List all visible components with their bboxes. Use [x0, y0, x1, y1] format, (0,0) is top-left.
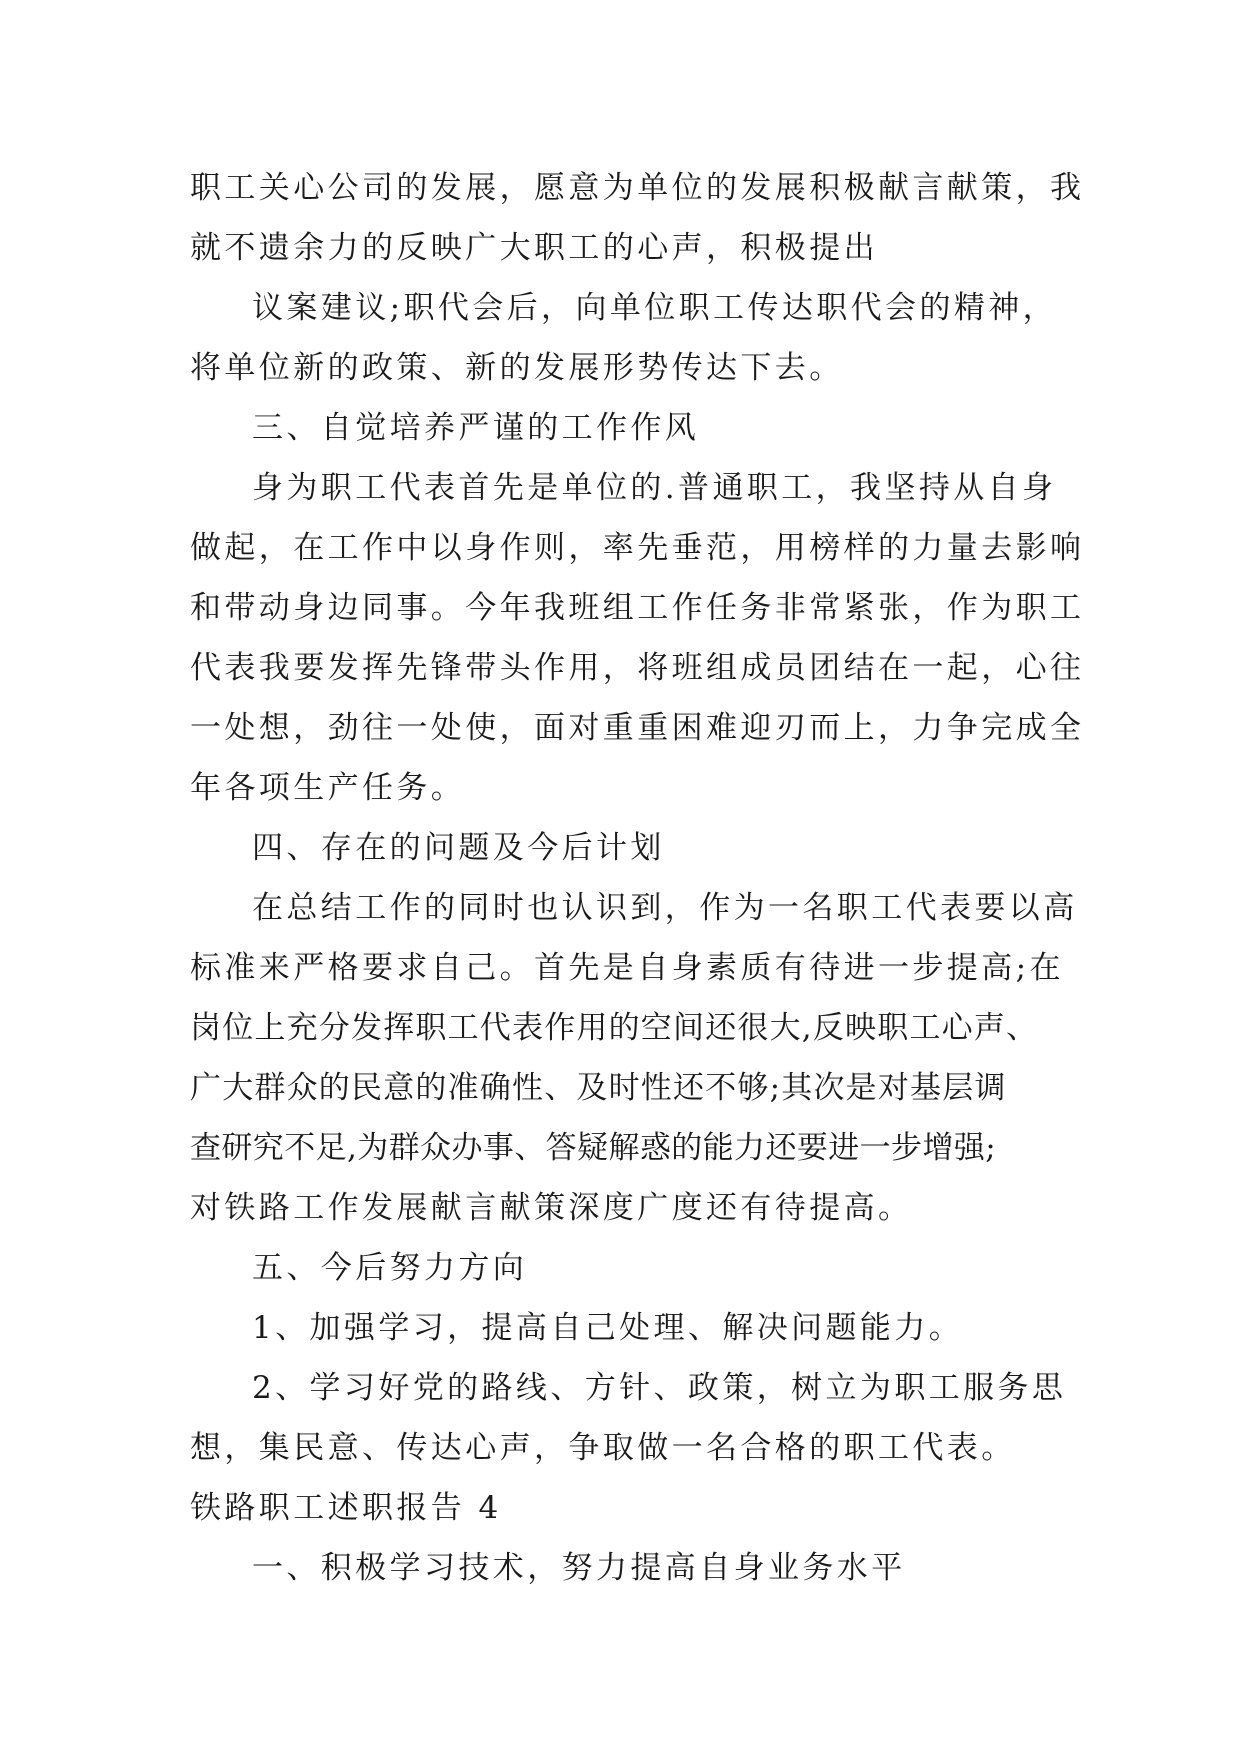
paragraph-line: 年各项生产任务。: [190, 770, 466, 806]
paragraph-line: 广大群众的民意的准确性、及时性还不够;其次是对基层调: [190, 1070, 1007, 1106]
paragraph-line: 就不遗余力的反映广大职工的心声，积极提出: [190, 230, 878, 266]
paragraph-line: 一处想，劲往一处使，面对重重困难迎刃而上，力争完成全: [190, 710, 1085, 746]
paragraph-line: 职工关心公司的发展，愿意为单位的发展积极献言献策，我: [190, 170, 1085, 206]
paragraph-line: 标准来严格要求自己。首先是自身素质有待进一步提高;在: [190, 950, 1064, 986]
paragraph-line: 对铁路工作发展献言献策深度广度还有待提高。: [190, 1190, 913, 1226]
paragraph-line: 议案建议;职代会后，向单位职工传达职代会的精神，: [252, 290, 1058, 326]
paragraph-line: 在总结工作的同时也认识到，作为一名职工代表要以高: [252, 890, 1078, 926]
paragraph-line: 做起，在工作中以身作则，率先垂范，用榜样的力量去影响: [190, 530, 1085, 566]
paragraph-line: 将单位新的政策、新的发展形势传达下去。: [190, 350, 844, 386]
section-heading: 三、自觉培养严谨的工作作风: [252, 410, 700, 446]
list-item: 2、学习好党的路线、方针、政策，树立为职工服务思: [252, 1370, 1067, 1406]
report-title: 铁路职工述职报告 4: [190, 1490, 502, 1526]
paragraph-line: 身为职工代表首先是单位的.普通职工，我坚持从自身: [252, 470, 1057, 506]
paragraph-line: 查研究不足,为群众办事、答疑解惑的能力还要进一步增强;: [190, 1130, 997, 1166]
section-heading: 一、积极学习技术，努力提高自身业务水平: [252, 1550, 906, 1586]
document-body: [190, 158, 1085, 1598]
paragraph-line: 代表我要发挥先锋带头作用，将班组成员团结在一起，心往: [190, 650, 1085, 686]
paragraph-line: 岗位上充分发挥职工代表作用的空间还很大,反映职工心声、: [190, 1010, 1039, 1046]
paragraph-line: 想，集民意、传达心声，争取做一名合格的职工代表。: [190, 1430, 1016, 1466]
paragraph-line: 和带动身边同事。今年我班组工作任务非常紧张，作为职工: [190, 590, 1085, 626]
section-heading: 四、存在的问题及今后计划: [252, 830, 665, 866]
list-item: 1、加强学习，提高自己处理、解决问题能力。: [252, 1310, 964, 1346]
section-heading: 五、今后努力方向: [252, 1250, 528, 1286]
